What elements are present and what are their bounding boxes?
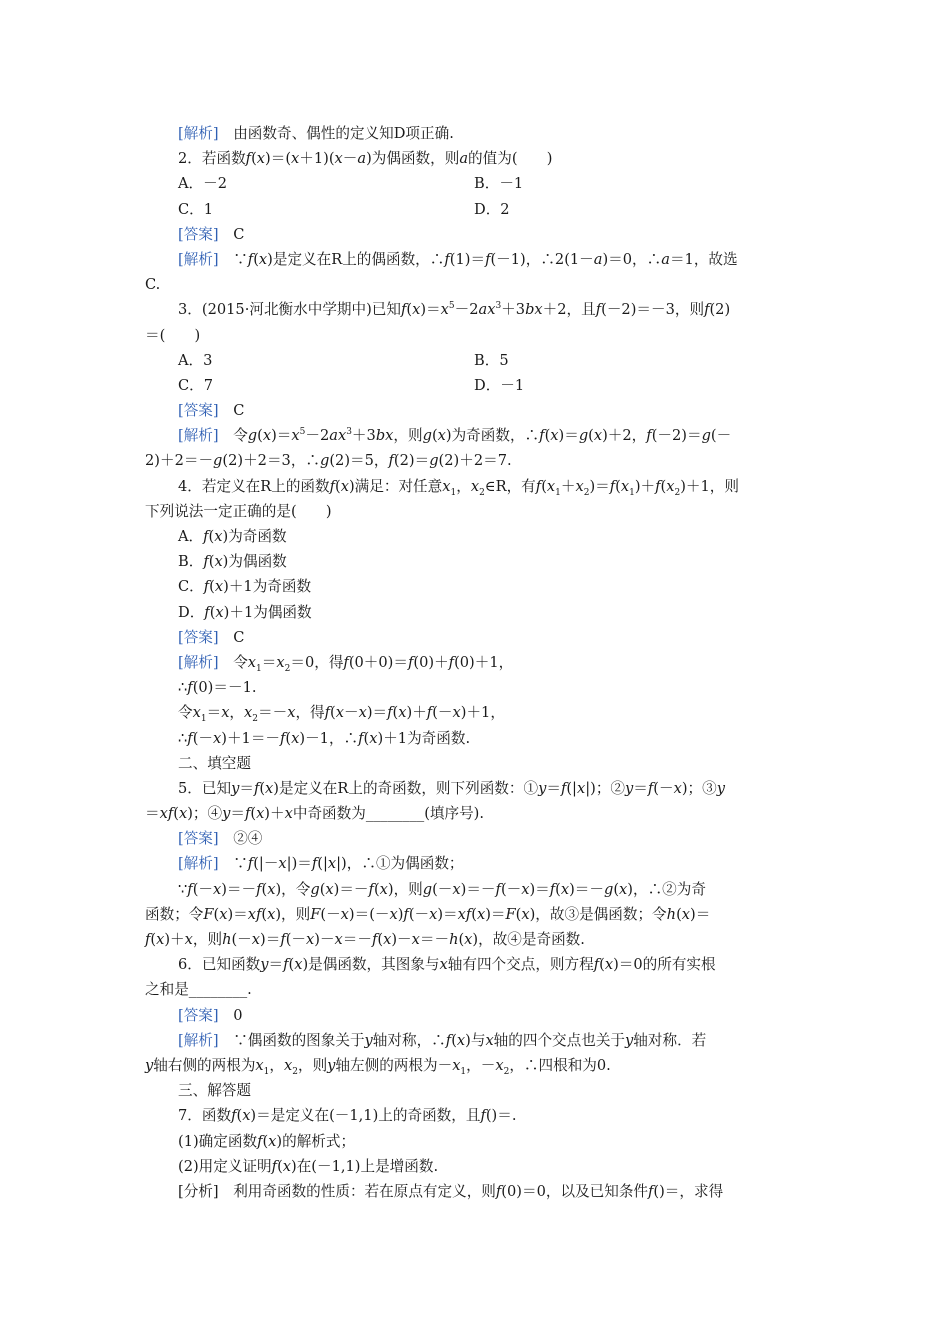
q7-part1: (1)确定函数f(x)的解析式； [178,1132,356,1150]
q3-stem-cont: ＝( ) [145,326,201,344]
q1-analysis: [解析] 由函数奇、偶性的定义知D项正确. [178,125,454,142]
section-solution-title: 三、解答题 [178,1082,251,1100]
q4-answer: [答案] C [178,628,245,646]
q3-answer: [答案] C [178,402,245,420]
option-b: B．5 [474,351,509,369]
option-d: D．－1 [474,376,525,394]
analysis-tag: [解析] [178,427,219,445]
q4-option-d: D．f(x)＋1为偶函数 [178,603,312,621]
q6-answer: [答案] 0 [178,1006,243,1024]
q2-options-row1 [145,171,810,196]
q3-analysis-cont: 2)＋2＝－g(2)＋2＝3，∴g(2)＝5，f(2)＝g(2)＋2＝7. [145,452,512,470]
answer-tag: [答案] [178,1006,219,1024]
analysis-tag: [解析] [178,250,219,268]
option-c: C．7 [178,376,214,394]
q2-analysis: [解析] ∵f(x)是定义在R上的偶函数，∴f(1)＝f(－1)，∴2(1－a)＝0，∴a＝1，故选 [178,250,738,268]
option-d: D．2 [474,200,510,218]
q5-analysis-line4: f(x)＋x，则h(－x)＝f(－x)－x＝－f(x)－x＝－h(x)，故④是奇函数. [145,931,585,948]
analysis-tag: [解析] [178,653,219,671]
q3-options-row1 [145,348,810,373]
document-page [145,121,810,1204]
q3-analysis: [解析] 令$g(x)=x^5-2ax^3+3bx$，则g(x)为奇函数，∴f(x)＝g(x)＋2，f(－2)＝g(－ [178,427,732,445]
analysis-tag: [解析] [178,855,219,873]
q5-stem-cont: ＝xf(x)；④y＝f(x)＋x中奇函数为________(填序号). [145,805,484,823]
q6-stem: 6．已知函数y＝f(x)是偶函数，其图象与x轴有四个交点，则方程f(x)＝0的所有实根 [178,956,716,974]
q6-analysis: [解析] ∵偶函数的图象关于y轴对称，∴f(x)与x轴的四个交点也关于y轴对称．若 [178,1031,707,1049]
option-c: C．1 [178,200,214,218]
q7-stem: 7．函数f(x)＝是定义在(－1,1)上的奇函数，且f()＝. [178,1107,517,1125]
method-tag: [分析] [178,1182,219,1200]
q3-stem: 3．(2015·河北衡水中学期中)已知$f(x)=x^5-2ax^3+3bx+2$，且f(－2)＝－3，则f(2) [178,301,731,319]
q5-answer: [答案] ②④ [178,830,263,848]
q7-method: [分析] 利用奇函数的性质：若在原点有定义，则f(0)＝0，以及已知条件f()＝，求得 [178,1182,724,1200]
q2-answer: [答案] C [178,225,245,243]
q4-option-a: A．f(x)为奇函数 [178,528,287,545]
answer-tag: [答案] [178,225,219,243]
q4-analysis-line3: 令$x_1=x$，$x_2=-x$，得f(x－x)＝f(x)＋f(－x)＋1， [178,704,505,725]
q4-analysis-line4: ∴f(－x)＋1＝－f(x)－1，∴f(x)＋1为奇函数. [178,729,471,747]
q6-stem-cont: 之和是________. [145,981,252,999]
q2-analysis-cont: C. [145,276,161,294]
q4-analysis-line2: ∴f(0)＝－1. [178,679,257,697]
q6-analysis-cont: y轴右侧的两根为$x_1$，$x_2$，则y轴左侧的两根为$-x_1$，$-x_2$，∴四根和为0. [145,1056,611,1077]
q4-stem-cont: 下列说法一定正确的是( ) [145,502,332,520]
q2-stem: 2．若函数f(x)＝(x＋1)(x－a)为偶函数，则a的值为( ) [178,150,553,168]
option-a: A．－2 [178,175,228,193]
option-b: B．－1 [474,175,524,193]
q4-option-c: C．f(x)＋1为奇函数 [178,578,312,596]
answer-tag: [答案] [178,628,219,646]
q5-analysis-line3: 函数；令F(x)＝xf(x)，则F(－x)＝(－x)f(－x)＝xf(x)＝F(x)，故③是偶函数；令h(x)＝ [145,905,711,923]
q3-options-row2 [145,373,810,398]
q4-analysis-line1: [解析] 令$x_1=x_2=0$，得f(0＋0)＝f(0)＋f(0)＋1， [178,653,514,674]
answer-tag: [答案] [178,402,219,420]
q7-part2: (2)用定义证明f(x)在(－1,1)上是增函数. [178,1157,439,1175]
analysis-tag: [解析] [178,125,219,142]
option-a: A．3 [178,351,213,369]
q5-stem: 5．已知y＝f(x)是定义在R上的奇函数，则下列函数：①y＝f(|x|)；②y＝f(－x)；③y [178,779,725,797]
answer-tag: [答案] [178,830,219,848]
q5-analysis-line2: ∵f(－x)＝－f(x)，令g(x)＝－f(x)，则g(－x)＝－f(－x)＝f(x)＝－g(x)，∴②为奇 [178,880,706,898]
q5-analysis: [解析] ∵f(|－x|)＝f(|x|)，∴①为偶函数； [178,855,464,873]
q2-options-row2 [145,197,810,222]
analysis-tag: [解析] [178,1031,219,1049]
q4-option-b: B．f(x)为偶函数 [178,553,287,571]
section-fill-in-title: 二、填空题 [178,754,251,772]
q4-stem: 4．若定义在R上的函数f(x)满足：对任意$x_1$，$x_2\in R$，有$f(x_1+x_2)=f(x_1)+f(x_2)+1$，则 [178,477,739,498]
